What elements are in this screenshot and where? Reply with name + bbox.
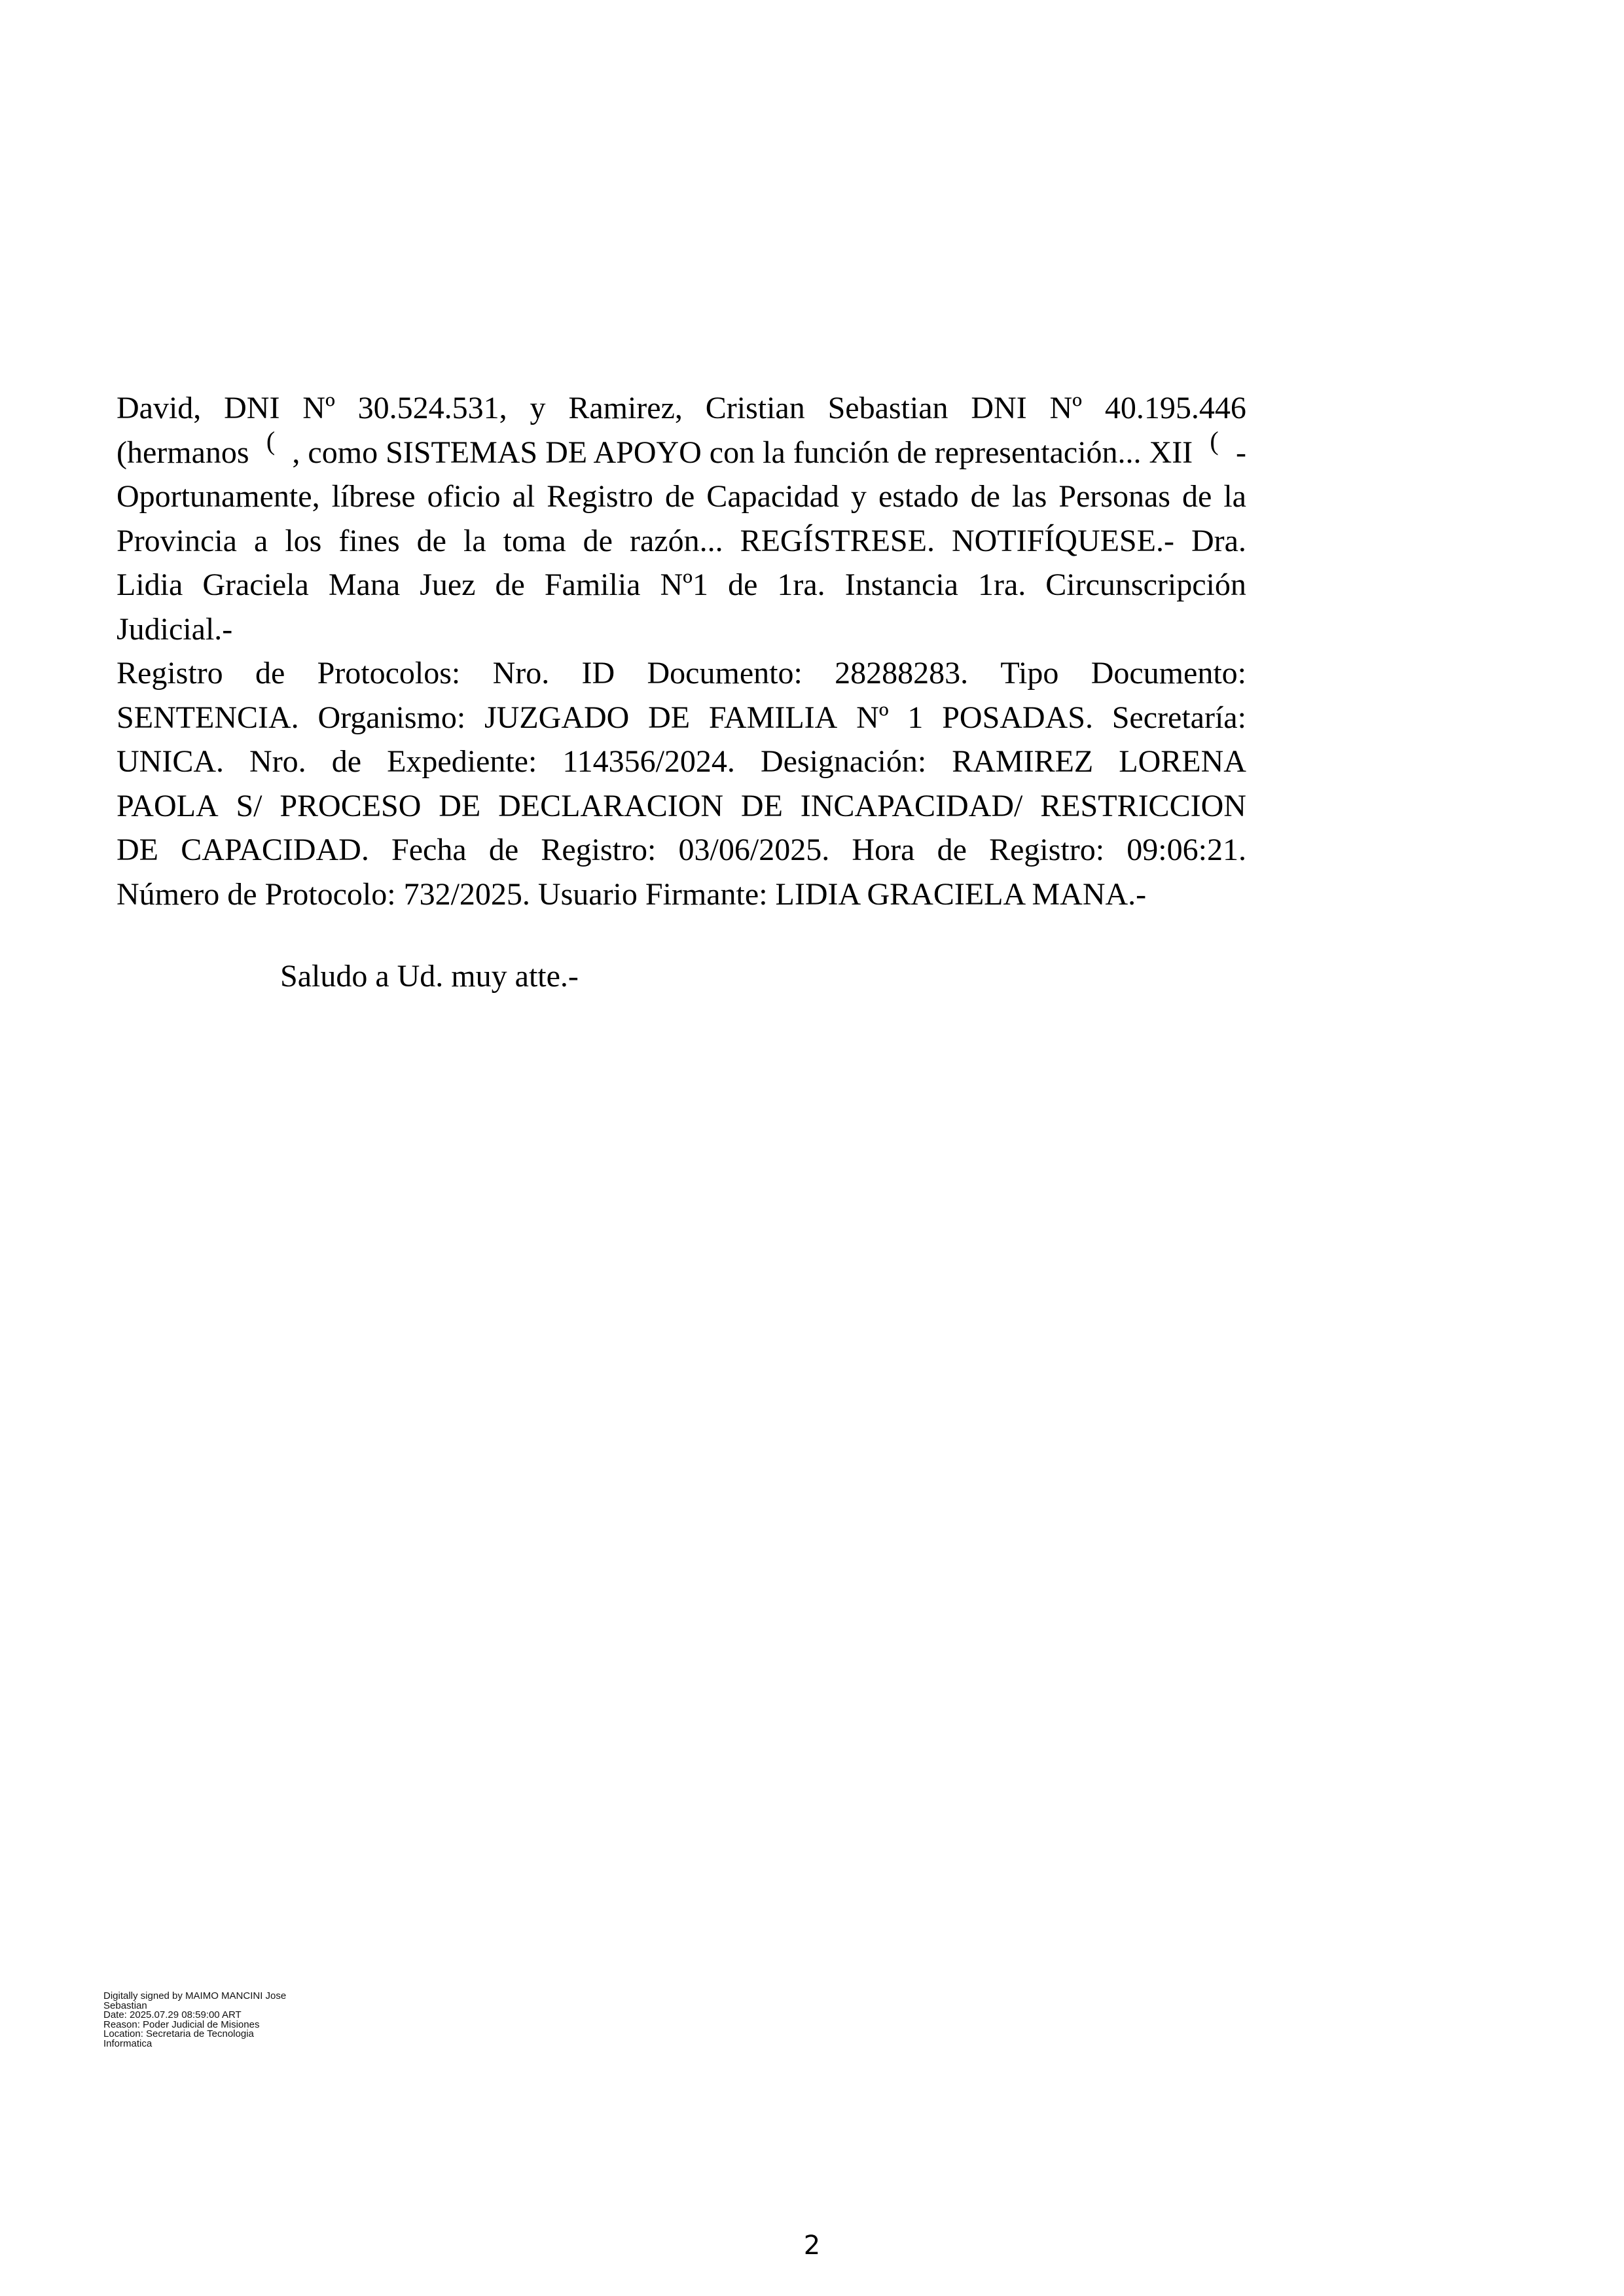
signature-line: Sebastian [103,2000,147,2011]
word: Nº [856,700,889,735]
word: Provincia [117,523,237,558]
word: LORENA [1119,744,1246,779]
word: POSADAS. [942,700,1093,735]
document-body [117,386,1246,916]
word: FAMILIA [708,700,838,735]
word: 28288283. [835,656,969,691]
word: Registro: [541,833,657,867]
text-line-12: Número de Protocolo: 732/2025. Usuario Firmante: LIDIA GRACIELA MANA.- [117,876,1147,912]
word: NOTIFÍQUESE.- [951,523,1174,558]
word: 30.524.531, [357,391,507,425]
word: Organismo: [317,700,466,735]
word: 1 [907,700,924,735]
word: de [416,523,446,558]
word: 1ra. [777,567,825,602]
word: 114356/2024. [562,744,735,779]
word: fines [338,523,400,558]
word: SENTENCIA. [117,700,299,735]
word: Cristian [705,391,805,425]
word: de [728,567,758,602]
word: DE [740,788,783,823]
word: ID [581,656,615,691]
signature-line: Informatica [103,2037,153,2049]
word: Circunscripción [1045,567,1246,602]
word: Familia [544,567,641,602]
word: estado [878,479,959,514]
word: de [970,479,1000,514]
word: DNI [224,391,280,425]
word: de [255,656,285,691]
word: CAPACIDAD. [181,833,369,867]
word: Registro [547,479,653,514]
word: RAMIREZ [952,744,1094,779]
text-line-1 [117,386,1246,431]
word: REGÍSTRESE. [740,523,935,558]
word: los [285,523,322,558]
word: Graciela [202,567,309,602]
word: Secretaría: [1111,700,1246,735]
text-line-2-start: (hermanos [117,435,249,470]
word: de [1182,479,1212,514]
word: Nº1 [660,567,709,602]
word: Sebastian [827,391,948,425]
word: de [937,833,967,867]
word: Documento: [647,656,803,691]
word: Juez [420,567,476,602]
word: Registro [117,656,223,691]
text-line-7 [117,651,1246,696]
word: Mana [328,567,401,602]
word: DNI [971,391,1027,425]
word: Nº [302,391,335,425]
word: JUZGADO [484,700,630,735]
word: Expediente: [387,744,537,779]
text-line-8 [117,696,1246,740]
word: Oportunamente, [117,479,320,514]
word: las [1011,479,1047,514]
closing-greeting: Saludo a Ud. muy atte.- [280,959,579,994]
word: de [664,479,695,514]
text-line-10 [117,784,1246,829]
text-line-2-middle: , como SISTEMAS DE APOYO con la función de representación... XII [292,435,1193,470]
text-line-3 [117,475,1246,519]
word: Ramirez, [568,391,683,425]
word: Capacidad [706,479,839,514]
page-number: 2 [803,2231,821,2261]
text-line-6: Judicial.- [117,611,233,647]
word: y [530,391,546,425]
word: Protocolos: [317,656,461,691]
word: Hora [852,833,915,867]
digital-signature-stamp [103,1992,286,2049]
word: de [488,833,519,867]
word: RESTRICCION [1040,788,1246,823]
text-line-5 [117,563,1246,607]
word: DE [117,833,158,867]
word: Nro. [492,656,550,691]
word: UNICA. [117,744,224,779]
paren-mark-1: ( [266,425,276,456]
word: de [495,567,525,602]
signature-line: Date: 2025.07.29 08:59:00 ART [103,2009,242,2020]
word: Documento: [1091,656,1246,691]
text-line-9 [117,740,1246,784]
word: razón... [629,523,723,558]
word: DECLARACION [498,788,724,823]
signature-line: Digitally signed by MAIMO MANCINI Jose [103,1990,287,2001]
word: de [583,523,613,558]
word: Instancia [844,567,958,602]
paren-mark-2: ( [1210,425,1219,456]
word: DE [648,700,691,735]
word: Dra. [1191,523,1246,558]
word: Personas [1058,479,1170,514]
dash-mark: - [1235,435,1246,470]
word: Lidia [117,567,183,602]
word: toma [503,523,566,558]
word: S/ [236,788,262,823]
signature-line: Location: Secretaria de Tecnologia [103,2028,254,2039]
word: la [1223,479,1246,514]
word: al [512,479,535,514]
text-line-11 [117,828,1246,872]
word: oficio [427,479,501,514]
word: Nro. [249,744,306,779]
text-line-2 [117,425,1246,475]
word: de [331,744,362,779]
word: Tipo [1000,656,1059,691]
word: y [850,479,867,514]
word: 09:06:21. [1127,833,1246,867]
word: David, [117,391,202,425]
word: Designación: [760,744,927,779]
word: 1ra. [977,567,1026,602]
word: Nº [1049,391,1083,425]
word: Registro: [989,833,1105,867]
word: líbrese [331,479,416,514]
word: la [463,523,486,558]
word: INCAPACIDAD/ [800,788,1023,823]
word: Fecha [391,833,467,867]
word: PROCESO [280,788,422,823]
word: DE [439,788,481,823]
word: 03/06/2025. [678,833,830,867]
word: a [253,523,268,558]
signature-line: Reason: Poder Judicial de Misiones [103,2018,260,2030]
word: PAOLA [117,788,219,823]
text-line-4 [117,519,1246,564]
word: 40.195.446 [1104,391,1246,425]
